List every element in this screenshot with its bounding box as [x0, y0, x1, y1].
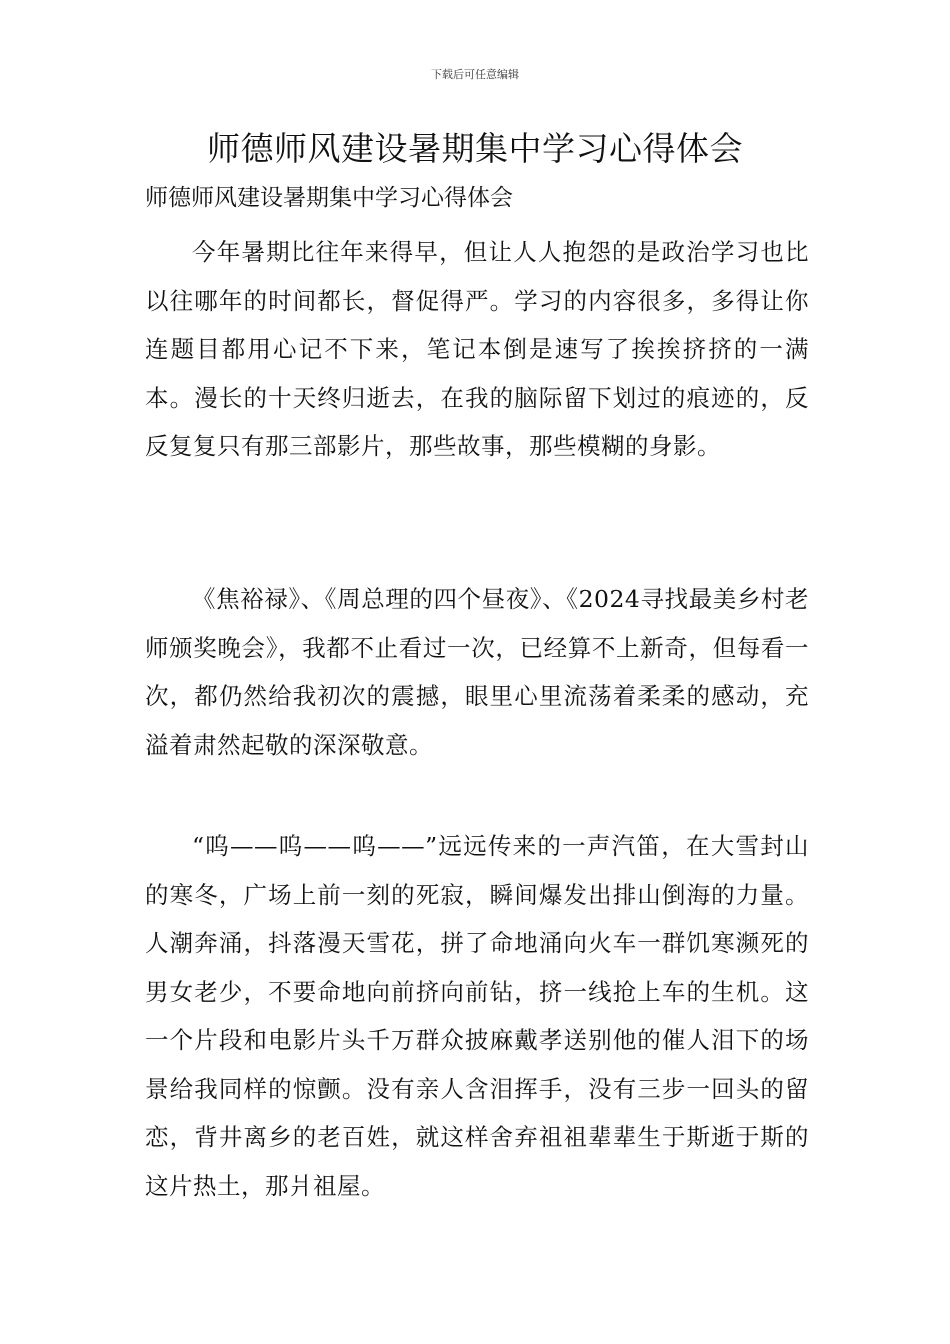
header-note: 下载后可任意编辑: [431, 68, 519, 81]
document-subtitle: 师德师风建设暑期集中学习心得体会: [145, 185, 513, 211]
paragraph-2: 《焦裕禄》、《周总理的四个昼夜》、《2024寻找最美乡村老师颁奖晚会》，我都不止看过一次，已经算不上新奇，但每看一次，都仍然给我初次的震撼，眼里心里流荡着柔柔的感动，充溢着肃然起敬的深深敬意。: [145, 585, 809, 759]
document-title: 师德师风建设暑期集中学习心得体会: [207, 129, 743, 168]
paragraph-1: 今年暑期比往年来得早，但让人人抱怨的是政治学习也比以往哪年的时间都长，督促得严。学习的内容很多，多得让你连题目都用心记不下来，笔记本倒是速写了挨挨挤挤的一满本。漫长的十天终归逝去，在我的脑际留下划过的痕迹的，反反复复只有那三部影片，那些故事，那些模糊的身影。: [145, 238, 809, 460]
paragraph-3: “呜——呜——呜——”远远传来的一声汽笛，在大雪封山的寒冬，广场上前一刻的死寂，瞬间爆发出排山倒海的力量。人潮奔涌，抖落漫天雪花，拼了命地涌向火车一群饥寒濒死的男女老少，不要命地向前挤向前钻，挤一线抢上车的生机。这一个片段和电影片头千万群众披麻戴孝送别他的催人泪下的场景给我同样的惊颤。没有亲人含泪挥手，没有三步一回头的留恋，背井离乡的老百姓，就这样舍弃祖祖辈辈生于斯逝于斯的这片热土，那爿祖屋。: [145, 832, 809, 1200]
